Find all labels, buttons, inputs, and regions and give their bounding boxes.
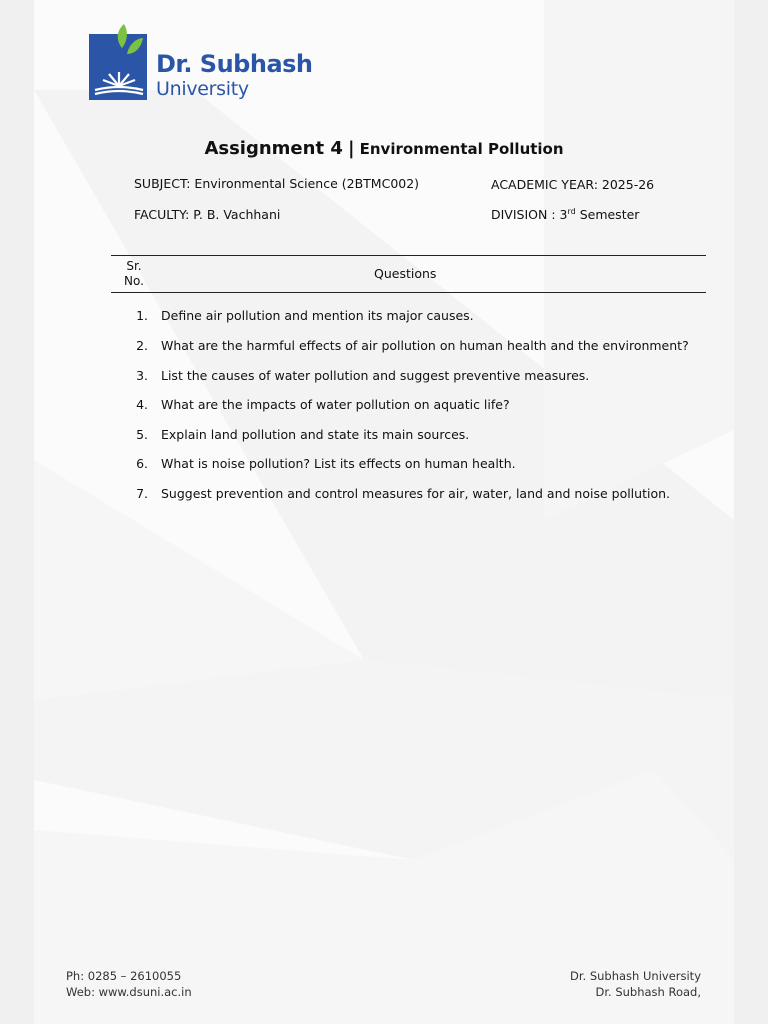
logo-name-line2: University (156, 78, 249, 100)
assignment-number: Assignment 4 (204, 138, 343, 159)
table-row (111, 427, 706, 447)
table-row (111, 486, 706, 506)
question-number: 2. (136, 338, 148, 353)
footer-org: Dr. Subhash University (569, 969, 701, 983)
university-logo (89, 24, 151, 102)
faculty-label: FACULTY: P. B. Vachhani (134, 207, 281, 222)
question-text: What are the harmful effects of air pollution on human health and the environment? (161, 338, 689, 353)
question-number: 4. (136, 397, 148, 412)
logo-name-line1: Dr. Subhash (156, 50, 313, 78)
table-row (111, 456, 706, 476)
footer-phone: Ph: 0285 – 2610055 (66, 969, 182, 983)
division-suffix: Semester (575, 207, 640, 223)
header-sr-line2: No. (124, 274, 144, 288)
question-text: Define air pollution and mention its major causes. (161, 308, 474, 323)
question-text: Suggest prevention and control measures for air, water, land and noise pollution. (161, 486, 670, 501)
header-sr-no (122, 259, 146, 289)
table-row (111, 397, 706, 417)
division-prefix: DIVISION : 3 (491, 207, 568, 223)
header-questions: Questions (374, 266, 437, 281)
table-row (111, 308, 706, 328)
title-separator: | (347, 138, 355, 159)
header-sr-line1: Sr. (126, 259, 142, 273)
page-title (34, 138, 734, 159)
question-number: 7. (136, 486, 148, 501)
question-text: What is noise pollution? List its effects on human health. (161, 456, 516, 471)
logo-wordmark (156, 50, 313, 100)
division-label (491, 207, 639, 222)
question-number: 5. (136, 427, 148, 442)
document-page (34, 0, 734, 1024)
question-number: 1. (136, 308, 148, 323)
question-text: Explain land pollution and state its main sources. (161, 427, 470, 442)
table-row (111, 368, 706, 388)
question-number: 6. (136, 456, 148, 471)
division-superscript: rd (567, 207, 576, 216)
table-row (111, 338, 706, 358)
footer-street: Dr. Subhash Road, (595, 985, 701, 999)
academic-year-label: ACADEMIC YEAR: 2025-26 (491, 177, 655, 192)
assignment-topic: Environmental Pollution (359, 140, 564, 158)
question-text: List the causes of water pollution and suggest preventive measures. (161, 368, 590, 383)
question-number: 3. (136, 368, 148, 383)
table-header-rule (111, 292, 706, 293)
subject-label: SUBJECT: Environmental Science (2BTMC002) (134, 176, 420, 191)
footer-contact (66, 968, 192, 1000)
footer-address (570, 968, 701, 1000)
question-text: What are the impacts of water pollution on aquatic life? (161, 397, 510, 412)
table-top-rule (111, 255, 706, 256)
footer-website: Web: www.dsuni.ac.in (66, 985, 192, 999)
